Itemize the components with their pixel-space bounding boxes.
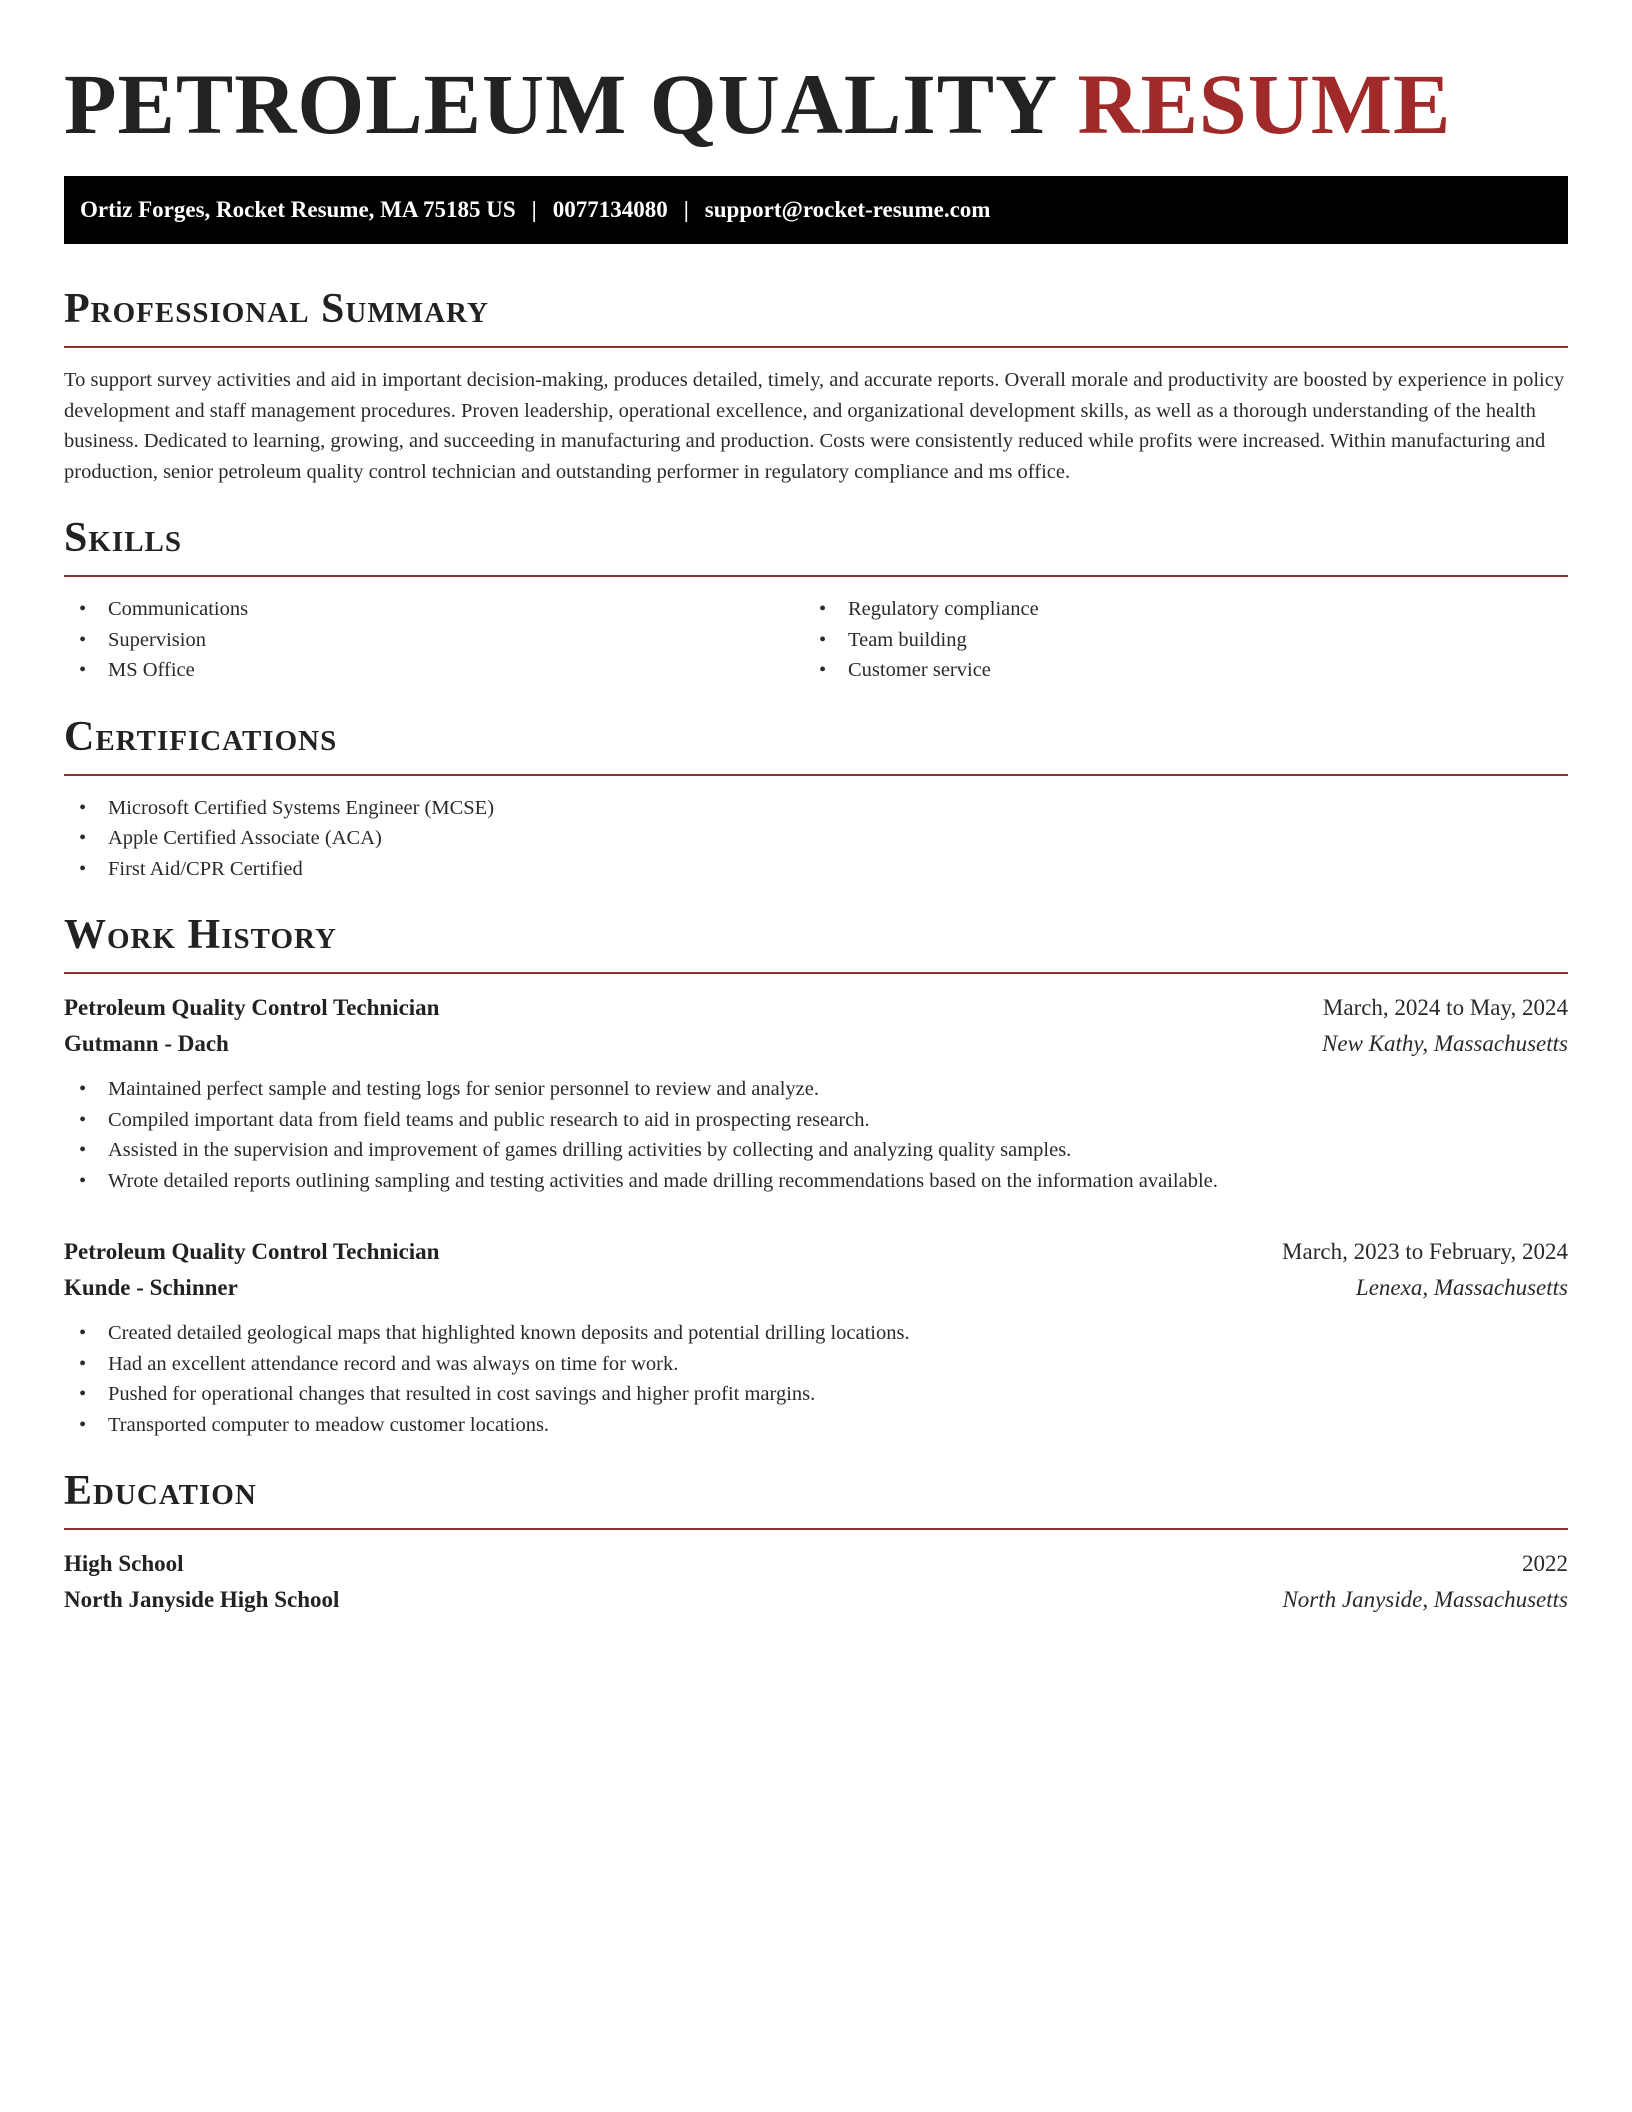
certifications-list bbox=[64, 793, 1568, 885]
skill-item: • Supervision bbox=[64, 625, 804, 656]
job-company: Gutmann - Dach bbox=[64, 1031, 229, 1056]
job-duties bbox=[64, 1074, 1568, 1196]
skill-item: • Team building bbox=[804, 625, 1544, 656]
section-divider bbox=[64, 972, 1568, 974]
education-location: North Janyside, Massachusetts bbox=[1282, 1587, 1568, 1612]
contact-separator: | bbox=[531, 197, 537, 222]
skill-item: • MS Office bbox=[64, 655, 804, 686]
section-title-education: Education bbox=[64, 1468, 257, 1514]
education-school: North Janyside High School bbox=[64, 1587, 340, 1612]
skill-item: • Regulatory compliance bbox=[804, 594, 1544, 625]
certifications-section bbox=[64, 712, 1568, 885]
title-accent: RESUME bbox=[1077, 56, 1452, 152]
skill-item: • Communications bbox=[64, 594, 804, 625]
resume-page bbox=[64, 0, 1568, 1618]
section-title-skills: Skills bbox=[64, 515, 183, 561]
contact-separator: | bbox=[683, 197, 689, 222]
title-main: PETROLEUM QUALITY bbox=[64, 56, 1055, 152]
skills-section bbox=[64, 513, 1568, 686]
skill-item: • Customer service bbox=[804, 655, 1544, 686]
section-title-certifications: Certifications bbox=[64, 713, 338, 760]
certification-item: • Microsoft Certified Systems Engineer (MCSE) bbox=[64, 793, 1568, 824]
job-duty: • Maintained perfect sample and testing logs for senior personnel to review and analyze. bbox=[64, 1074, 1568, 1105]
job-title: Petroleum Quality Control Technician bbox=[64, 995, 440, 1020]
section-divider bbox=[64, 346, 1568, 348]
job-duties bbox=[64, 1318, 1568, 1440]
job-duty: • Compiled important data from field teams and public research to aid in prospecting research. bbox=[64, 1105, 1568, 1136]
work-history-section bbox=[64, 910, 1568, 1440]
section-title-work-history: Work History bbox=[64, 912, 337, 958]
job-header-row bbox=[64, 1234, 1568, 1270]
certification-item: • First Aid/CPR Certified bbox=[64, 854, 1568, 885]
contact-email: support@rocket-resume.com bbox=[704, 197, 991, 222]
job-duty: • Transported computer to meadow customer locations. bbox=[64, 1410, 1568, 1441]
education-year: 2022 bbox=[1522, 1551, 1568, 1576]
job-dates: March, 2023 to February, 2024 bbox=[1282, 1239, 1568, 1264]
education-header-row bbox=[64, 1546, 1568, 1582]
job-company: Kunde - Schinner bbox=[64, 1275, 238, 1300]
section-divider bbox=[64, 1528, 1568, 1530]
section-divider bbox=[64, 774, 1568, 776]
job-location: Lenexa, Massachusetts bbox=[1355, 1275, 1568, 1300]
summary-text: To support survey activities and aid in important decision-making, produces detailed, timely, and accurate reports. Overall morale and productivity are boosted by experience in policy development and staff management procedures. Proven leadership, operational excellence, and organizational development skills, as well as a thorough understanding of the health business. Dedicated to learning, growing, and succeeding in manufacturing and production. Costs were consistently reduced while profits were increased. Within manufacturing and production, senior petroleum quality control technician and outstanding performer in regulatory compliance and ms office. bbox=[64, 369, 1565, 483]
skills-list-right bbox=[804, 594, 1544, 686]
contact-bar bbox=[64, 176, 1568, 244]
skills-grid bbox=[64, 594, 1568, 686]
job-company-row bbox=[64, 1270, 1568, 1306]
job-duty: • Created detailed geological maps that highlighted known deposits and potential drilling locations. bbox=[64, 1318, 1568, 1349]
certification-item: • Apple Certified Associate (ACA) bbox=[64, 823, 1568, 854]
section-divider bbox=[64, 575, 1568, 577]
job-company-row bbox=[64, 1026, 1568, 1062]
summary-section bbox=[64, 284, 1568, 487]
job-entry bbox=[64, 990, 1568, 1196]
education-section bbox=[64, 1466, 1568, 1618]
education-entry bbox=[64, 1546, 1568, 1618]
skills-list-left bbox=[64, 594, 804, 686]
job-duty: • Had an excellent attendance record and was always on time for work. bbox=[64, 1349, 1568, 1380]
job-duty: • Assisted in the supervision and improvement of games drilling activities by collecting and analyzing quality samples. bbox=[64, 1135, 1568, 1166]
job-entry bbox=[64, 1234, 1568, 1440]
education-degree: High School bbox=[64, 1551, 184, 1576]
job-dates: March, 2024 to May, 2024 bbox=[1322, 995, 1568, 1020]
job-duty: • Pushed for operational changes that resulted in cost savings and higher profit margins. bbox=[64, 1379, 1568, 1410]
contact-address: Ortiz Forges, Rocket Resume, MA 75185 US bbox=[80, 197, 516, 222]
job-header-row bbox=[64, 990, 1568, 1026]
education-school-row bbox=[64, 1582, 1568, 1618]
section-title-summary: Professional Summary bbox=[64, 286, 489, 332]
contact-phone: 0077134080 bbox=[552, 197, 668, 222]
job-duty: • Wrote detailed reports outlining sampling and testing activities and made drilling recommendations based on the information available. bbox=[64, 1166, 1568, 1197]
resume-title bbox=[64, 0, 1568, 154]
job-title: Petroleum Quality Control Technician bbox=[64, 1239, 440, 1264]
job-location: New Kathy, Massachusetts bbox=[1322, 1031, 1568, 1056]
